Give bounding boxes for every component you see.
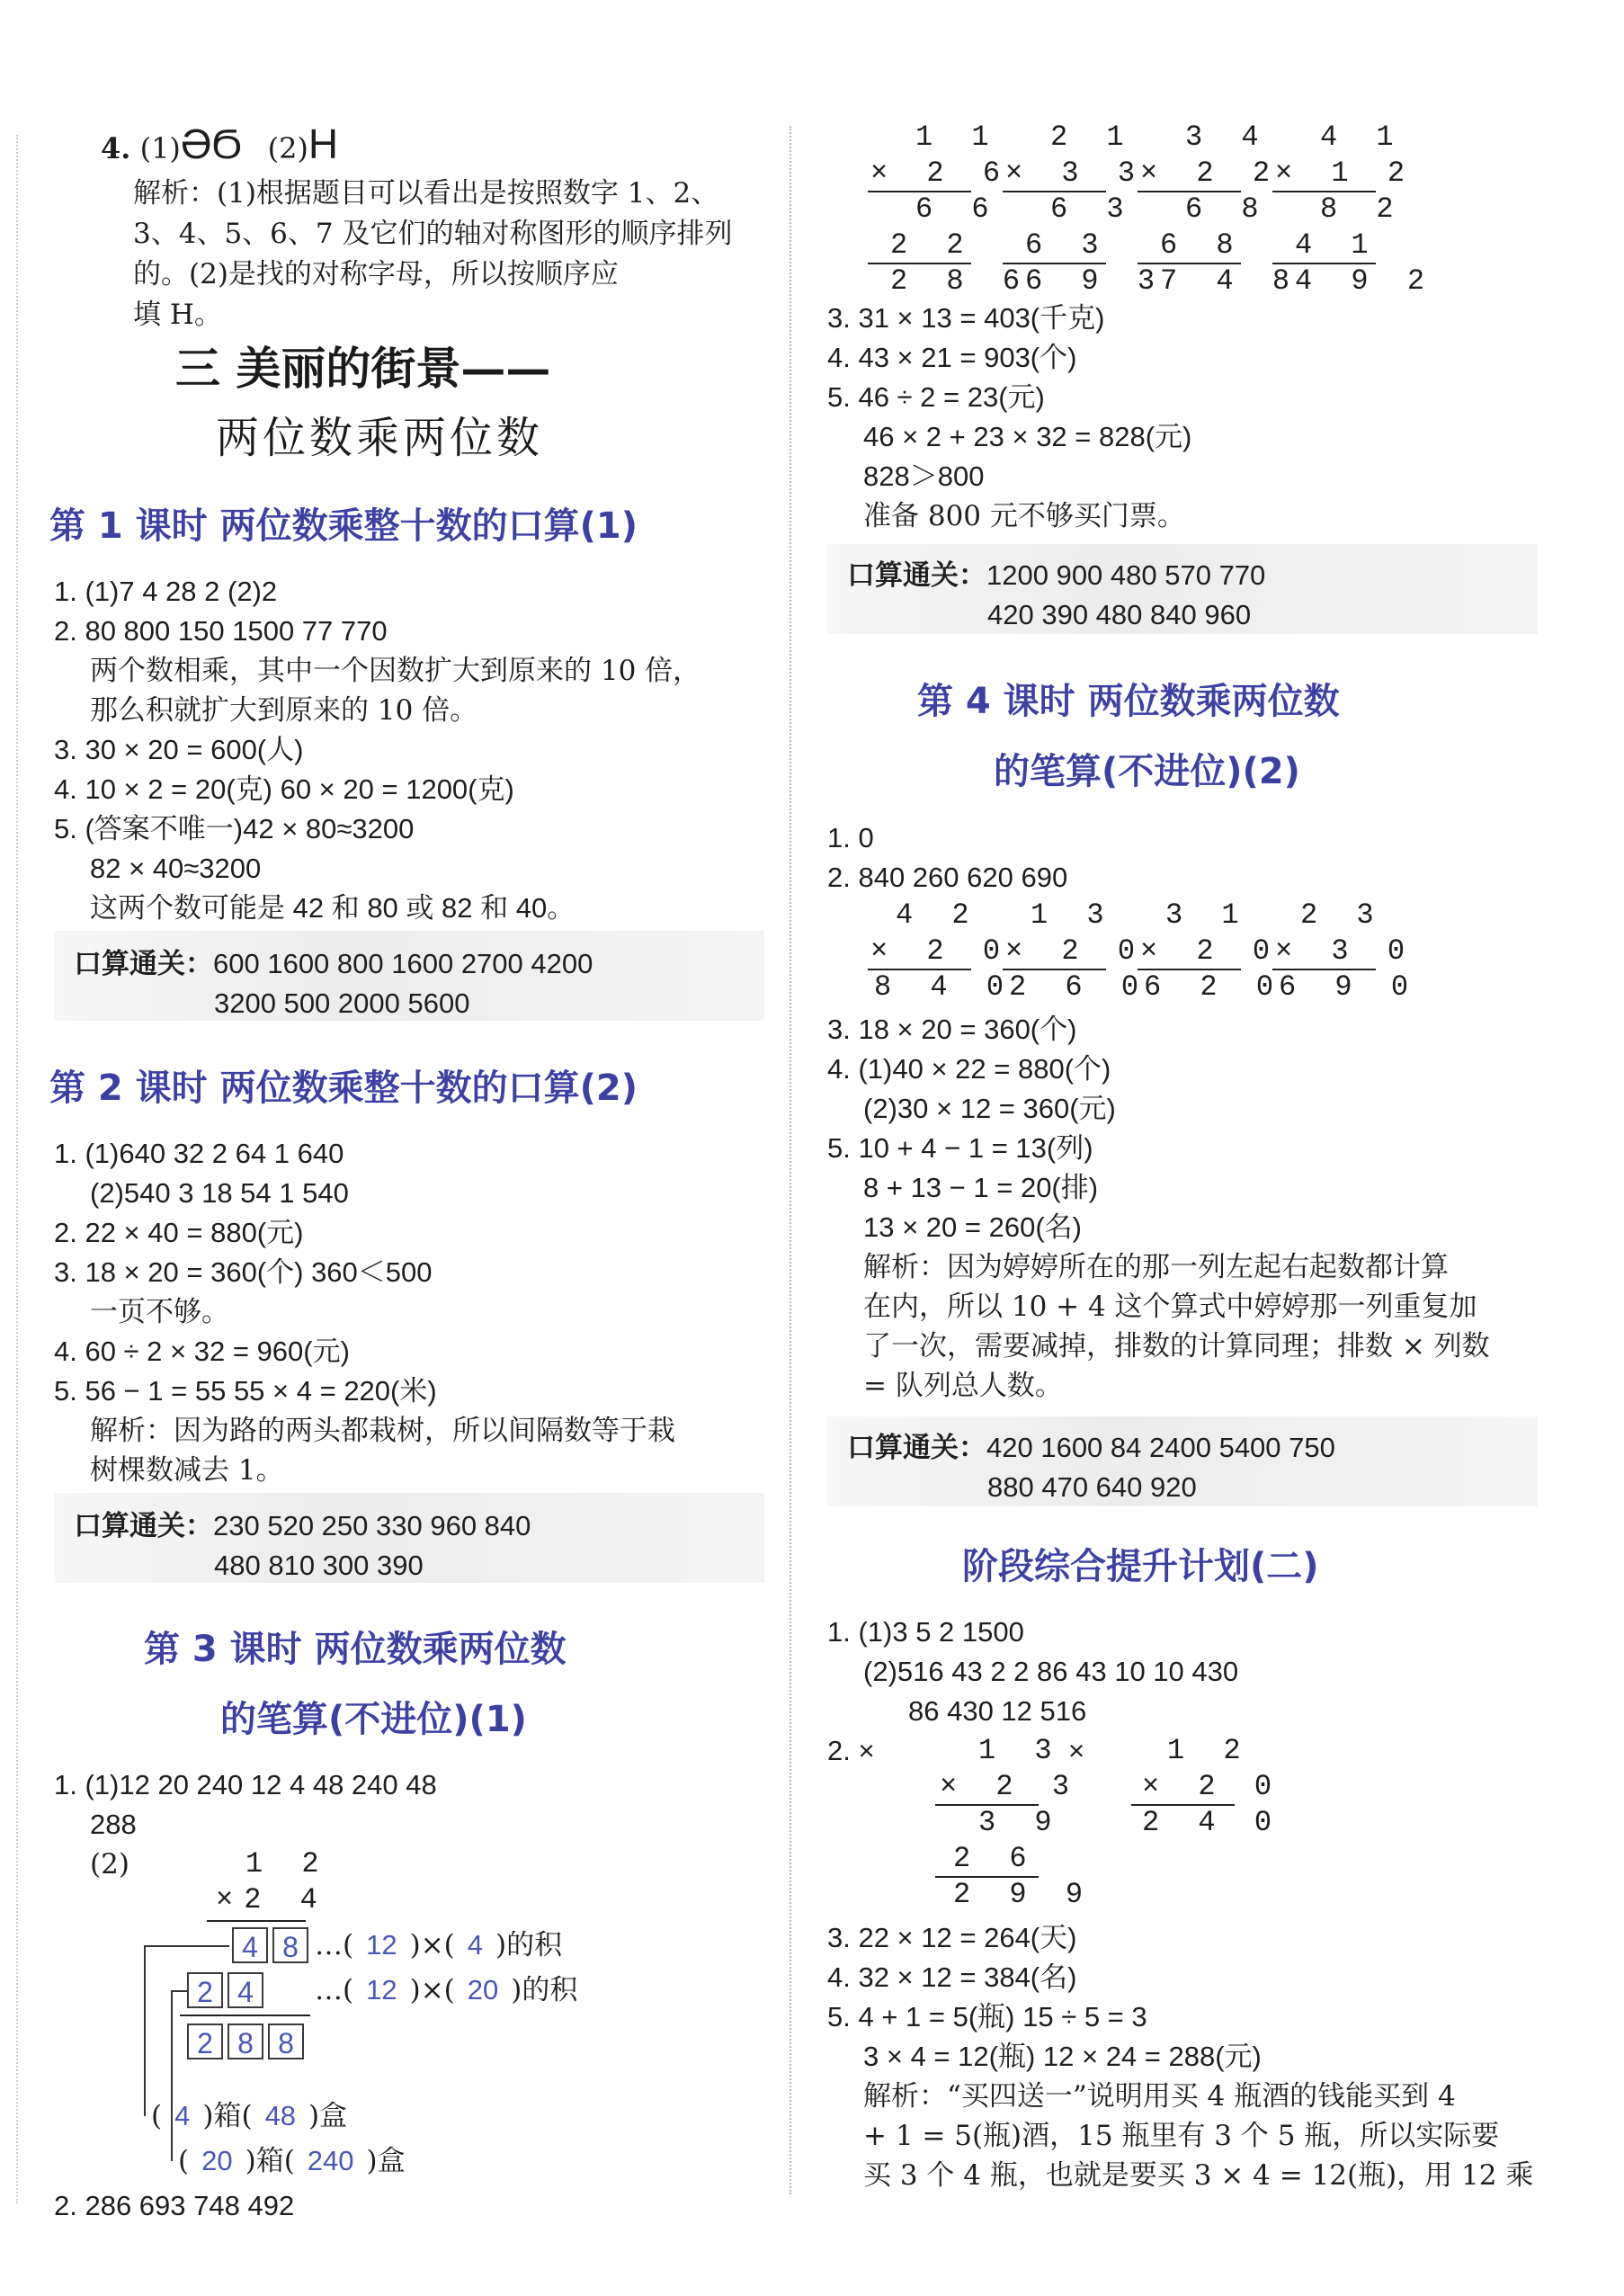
l3-q2: 2. 286 693 748 492	[54, 2190, 295, 2221]
tv2-c: 6 3	[1050, 192, 1135, 226]
l4v2-a: 1 3	[1031, 898, 1115, 932]
l1-q1: 1. (1)7 4 28 2 (2)2	[54, 576, 278, 607]
l2-oral-row1: 口算通关：230 520 250 330 960 840	[74, 1510, 531, 1541]
l4-analysis-2: 在内，所以 10 + 4 这个算式中婷婷那一列重复加	[863, 1291, 1477, 1323]
l4-q5a: 5. 10 + 4 − 1 = 13(列)	[827, 1132, 1093, 1164]
l4-q5c: 13 × 20 = 260(名)	[863, 1211, 1082, 1243]
s-analysis-2: + 1 = 5(瓶)酒，15 瓶里有 3 个 5 瓶，所以实际要	[863, 2120, 1500, 2152]
sv1-d: 2 6	[953, 1842, 1038, 1875]
column-divider	[790, 126, 791, 2194]
tv1-d: 2 2	[890, 228, 975, 262]
s-q5b: 3 × 4 = 12(瓶) 12 × 24 = 288(元)	[863, 2041, 1262, 2072]
l4v4-b: × 3 0	[1275, 934, 1416, 968]
l3-q5: 5. 46 ÷ 2 = 23(元)	[827, 381, 1045, 413]
tv4-c: 8 2	[1320, 192, 1405, 226]
l1-q3: 3. 30 × 20 = 600(人)	[54, 734, 304, 765]
l3-box-f2: 8	[228, 2024, 263, 2059]
l4-analysis-3: 了一次，需要减掉，排数的计算同理；排数 × 列数	[863, 1330, 1490, 1362]
l4-q5b: 8 + 13 − 1 = 20(排)	[863, 1172, 1099, 1203]
l3-box-f3: 8	[268, 2024, 304, 2059]
l1-q4: 4. 10 × 2 = 20(克) 60 × 20 = 1200(克)	[54, 773, 514, 805]
l3-box-d1: 4	[232, 1927, 268, 1963]
l4v4-r: 6 9 0	[1279, 970, 1420, 1004]
tv3-c: 6 8	[1185, 192, 1270, 226]
s-q1a: 1. (1)3 5 2 1500	[827, 1616, 1024, 1648]
l4v1-b: × 2 0	[870, 934, 1012, 968]
sv1-b: × 2 3	[940, 1770, 1081, 1803]
sv2-b: × 2 0	[1142, 1770, 1283, 1803]
l3-vert-b: ×2 4	[216, 1883, 328, 1916]
tv3-r: 7 4 8	[1160, 264, 1301, 298]
tv1-b: × 2 6	[870, 156, 1012, 190]
l4-q4b: (2)30 × 12 = 360(元)	[863, 1093, 1116, 1124]
l2-q3: 3. 18 × 20 = 360(个) 360＜500	[54, 1256, 433, 1288]
lesson4-title-1: 第 4 课时 两位数乘两位数	[917, 681, 1340, 722]
l3-q4: 4. 43 × 21 = 903(个)	[827, 342, 1077, 373]
l4-q1: 1. 0	[827, 822, 874, 853]
q4-line: 4. (1)ƏϬ (2)H	[101, 121, 339, 167]
l2-q5: 5. 56 − 1 = 55 55 × 4 = 220(米)	[54, 1375, 437, 1407]
s-q4: 4. 32 × 12 = 384(名)	[827, 1961, 1077, 1993]
l4v3-a: 3 1	[1165, 898, 1250, 932]
l2-q4: 4. 60 ÷ 2 × 32 = 960(元)	[54, 1336, 350, 1367]
l1-q5: 5. (答案不唯一)42 × 80≈3200	[54, 813, 415, 844]
l2-q1a: 1. (1)640 32 2 64 1 640	[54, 1138, 344, 1169]
l1-q2-note2: 那么积就扩大到原来的 10 倍。	[90, 694, 478, 727]
l1-q2: 2. 80 800 150 1500 77 770	[54, 615, 388, 647]
l2-q1b: (2)540 3 18 54 1 540	[90, 1177, 349, 1209]
l3-q1a: 1. (1)12 20 240 12 4 48 240 48	[54, 1769, 437, 1800]
l1-q5-c: 这两个数可能是 42 和 80 或 82 和 40。	[90, 892, 576, 924]
bracket-mid	[171, 1990, 187, 1992]
tv4-b: × 1 2	[1275, 156, 1416, 190]
s-q1c: 86 430 12 516	[908, 1695, 1087, 1727]
q4-analysis-2: 3、4、5、6、7 及它们的轴对称图形的顺序排列	[133, 218, 733, 250]
s-q2-label: 2. ×	[827, 1735, 875, 1766]
tv1-c: 6 6	[915, 192, 1000, 226]
l2-q2: 2. 22 × 40 = 880(元)	[54, 1217, 304, 1248]
lesson4-title-2: 的笔算(不进位)(2)	[994, 751, 1300, 792]
l4v4-a: 2 3	[1300, 898, 1385, 932]
l2-analysis-2: 树棵数减去 1。	[90, 1454, 284, 1487]
l3-line3: ( 4 )箱( 48 )盒	[151, 2100, 348, 2132]
tv4-r: 4 9 2	[1295, 264, 1436, 298]
unit-subtitle: 两位数乘两位数	[216, 413, 544, 463]
l3-q5-c: 828＞800	[863, 460, 985, 492]
l2-q3-b: 一页不够。	[90, 1296, 229, 1328]
l3-q5-b: 46 × 2 + 23 × 32 = 828(元)	[863, 421, 1192, 452]
l4-analysis-1: 解析：因为婷婷所在的那一列左起右起数都计算	[863, 1251, 1449, 1283]
tv4-a: 4 1	[1320, 121, 1405, 154]
l3-box-d2: 8	[272, 1927, 308, 1963]
bracket-left-outer	[144, 1945, 146, 2116]
s-q3: 3. 22 × 12 = 264(天)	[827, 1922, 1077, 1953]
l3-q3: 3. 31 × 13 = 403(千克)	[827, 302, 1105, 334]
l3-vert-rule1	[207, 1920, 306, 1922]
s-q5a: 5. 4 + 1 = 5(瓶) 15 ÷ 5 = 3	[827, 2001, 1147, 2032]
l4v1-a: 4 2	[896, 898, 980, 932]
tv2-d: 6 3	[1025, 228, 1110, 262]
q4-analysis-1: 解析：(1)根据题目可以看出是按照数字 1、2、	[133, 177, 719, 210]
l2-oral-row2: 480 810 300 390	[214, 1550, 424, 1581]
l3-box-e2: 4	[228, 1972, 263, 2008]
s-q1b: (2)516 43 2 2 86 43 10 10 430	[863, 1656, 1239, 1687]
l2-analysis-1: 解析：因为路的两头都栽树，所以间隔数等于栽	[90, 1415, 675, 1447]
tv3-d: 6 8	[1160, 228, 1245, 262]
l3-vert-a: 1 2	[245, 1847, 330, 1881]
sv2-a: 1 2	[1167, 1734, 1252, 1767]
l1-q5-b: 82 × 40≈3200	[90, 853, 262, 884]
tv3-b: × 2 2	[1140, 156, 1281, 190]
lesson2-title: 第 2 课时 两位数乘整十数的口算(2)	[49, 1068, 638, 1109]
l1-q2-note1: 两个数相乘，其中一个因数扩大到原来的 10 倍，	[90, 655, 701, 687]
l3-box-e1: 2	[187, 1972, 223, 2008]
l3-box-f1: 2	[187, 2024, 223, 2059]
tv2-a: 2 1	[1050, 121, 1135, 154]
l3-oral-row2: 420 390 480 840 960	[987, 599, 1252, 630]
lesson3-title-2: 的笔算(不进位)(1)	[220, 1699, 527, 1740]
l4v2-b: × 2 0	[1005, 934, 1147, 968]
l4-q3: 3. 18 × 20 = 360(个)	[827, 1014, 1077, 1045]
q4-analysis-3: 的。(2)是找的对称字母，所以按顺序应	[133, 258, 619, 290]
l3-line4: ( 20 )箱( 240 )盒	[178, 2145, 406, 2177]
l4-analysis-4: = 队列总人数。	[863, 1370, 1063, 1402]
s-q2-mark2: ×	[1068, 1735, 1085, 1766]
l1-oral-row1: 口算通关：600 1600 800 1600 2700 4200	[74, 948, 593, 979]
tv2-r: 6 9 3	[1025, 264, 1166, 298]
l3-q1c: (2)	[90, 1848, 129, 1881]
margin-rule	[16, 135, 18, 2203]
lesson3-title-1: 第 3 课时 两位数乘两位数	[144, 1629, 567, 1670]
unit-title: 三 美丽的街景——	[175, 342, 551, 395]
sv1-r: 2 9 9	[953, 1878, 1094, 1911]
s-analysis-3: 买 3 个 4 瓶，也就是要买 3 × 4 = 12(瓶)，用 12 乘	[863, 2159, 1534, 2192]
s-analysis-1: 解析：“买四送一”说明用买 4 瓶酒的钱能买到 4	[863, 2080, 1456, 2113]
l4-oral-row1: 口算通关：420 1600 84 2400 5400 750	[847, 1432, 1335, 1463]
tv1-a: 1 1	[915, 121, 1000, 154]
l3-q5-d: 准备 800 元不够买门票。	[863, 500, 1185, 532]
l3-line1: …( 12 )×( 4 )的积	[315, 1929, 563, 1961]
l4v3-r: 6 2 0	[1144, 970, 1285, 1004]
l4v1-r: 8 4 0	[874, 970, 1015, 1004]
stage-title: 阶段综合提升计划(二)	[962, 1546, 1319, 1587]
l1-oral-row2: 3200 500 2000 5600	[214, 987, 470, 1019]
lesson1-title: 第 1 课时 两位数乘整十数的口算(1)	[49, 505, 638, 547]
tv4-d: 4 1	[1295, 228, 1379, 262]
bracket-left-inner	[171, 1990, 173, 2161]
l3-q1b: 288	[90, 1809, 137, 1840]
l4-q4a: 4. (1)40 × 22 = 880(个)	[827, 1053, 1111, 1085]
sv1-a: 1 3	[978, 1734, 1063, 1767]
sv2-r: 2 4 0	[1142, 1806, 1283, 1839]
l3-vert-rule2	[180, 2015, 310, 2016]
tv3-a: 3 4	[1185, 121, 1270, 154]
tv2-b: × 3 3	[1005, 156, 1147, 190]
q4-analysis-4: 填 H。	[133, 299, 222, 331]
l4v3-b: × 2 0	[1140, 934, 1281, 968]
l3-line2: …( 12 )×( 20 )的积	[315, 1974, 578, 2006]
tv1-r: 2 8 6	[890, 264, 1031, 298]
l4v2-r: 2 6 0	[1009, 970, 1150, 1004]
l4-oral-row2: 880 470 640 920	[987, 1471, 1197, 1503]
sv1-c: 3 9	[978, 1806, 1063, 1839]
l4-q2: 2. 840 260 620 690	[827, 862, 1068, 893]
bracket-top	[144, 1945, 229, 1947]
l3-oral-row1: 口算通关：1200 900 480 570 770	[847, 559, 1266, 591]
